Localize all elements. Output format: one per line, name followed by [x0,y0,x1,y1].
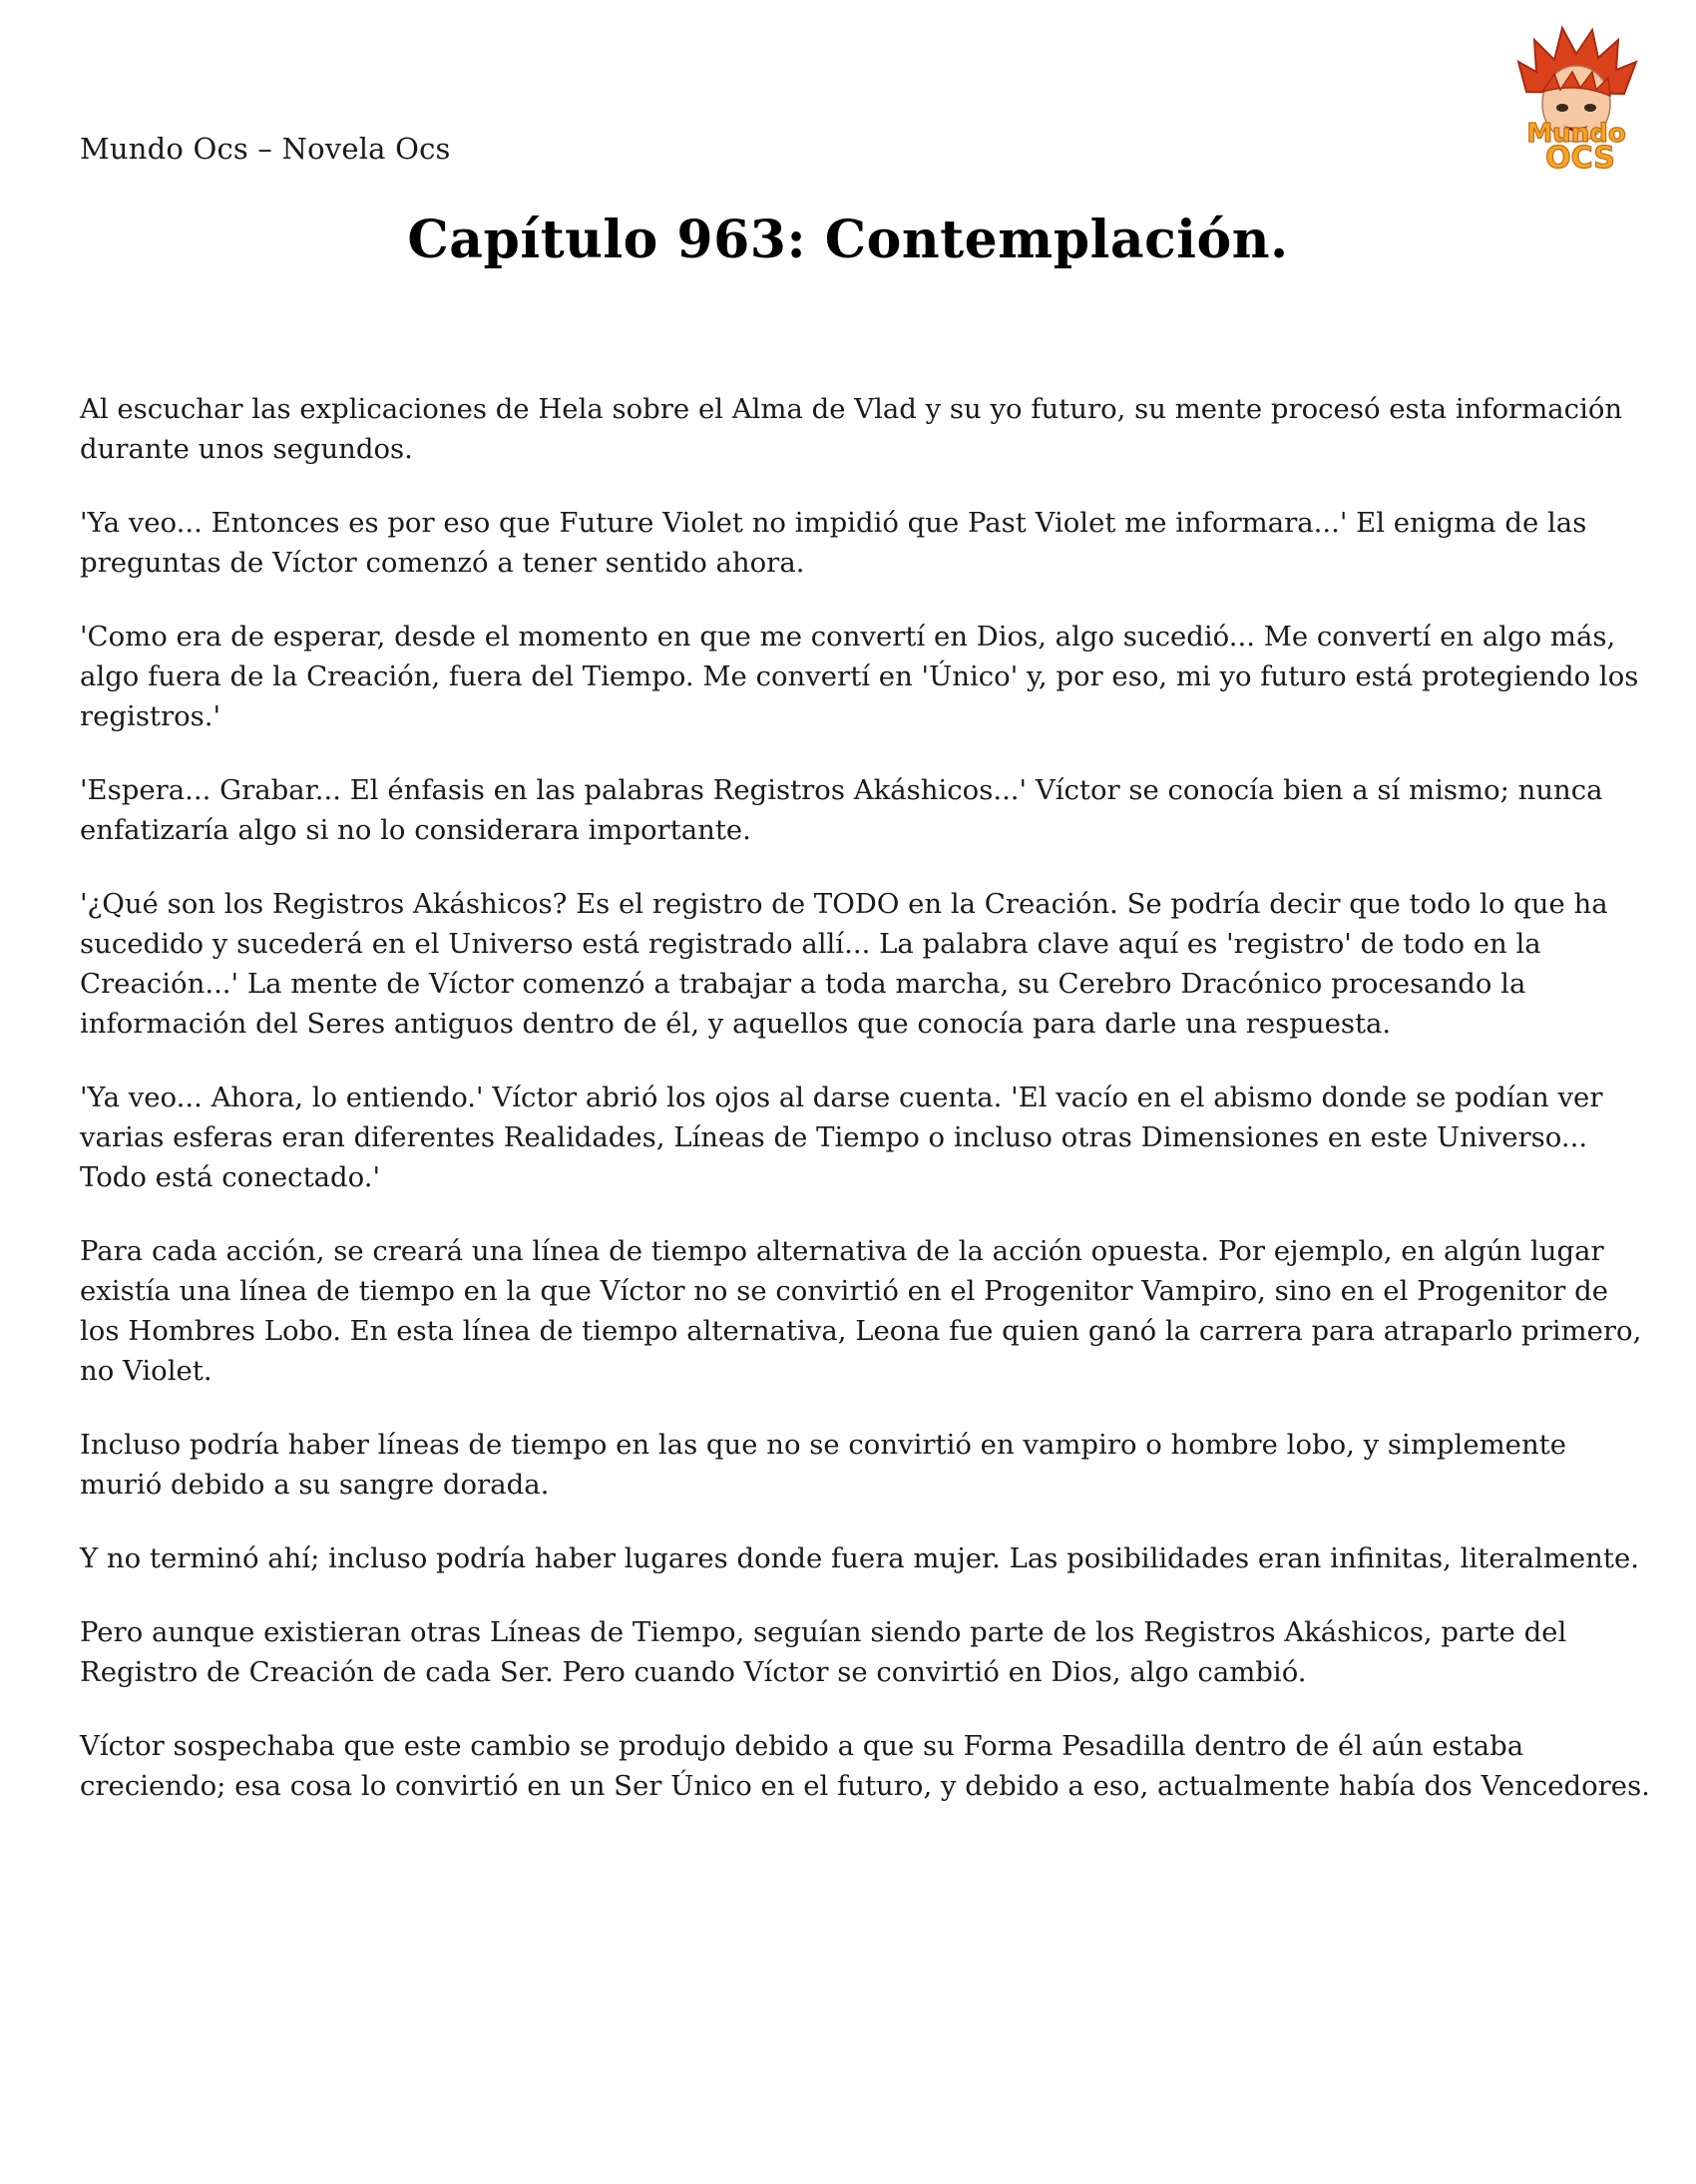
paragraph: Pero aunque existieran otras Líneas de Tiempo, seguían siendo parte de los Registros Akáshicos, parte del Registro de Creación de cada Ser. Pero cuando Víctor se convirtió en Dios, algo cambió. [80,1616,1567,1688]
paragraph: '¿Qué son los Registros Akáshicos? Es el registro de TODO en la Creación. Se podría decir que todo lo que ha sucedido y sucederá en el Universo está registrado allí... La palabra clave aquí es 'registro' de todo en la Creación...' La mente de Víctor comenzó a trabajar a toda marcha, su Cerebro Dracónico procesando la información del Seres antiguos dentro de él, y aquellos que conocía para darle una respuesta. [80,888,1608,1040]
paragraph: 'Espera... Grabar... El énfasis en las palabras Registros Akáshicos...' Víctor se conocía bien a sí mismo; nunca enfatizaría algo si no lo considerara importante. [80,774,1603,846]
paragraph: Incluso podría haber líneas de tiempo en las que no se convirtió en vampiro o hombre lobo, y simplemente murió debido a su sangre dorada. [80,1429,1566,1501]
paragraph: Y no terminó ahí; incluso podría haber lugares donde fuera mujer. Las posibilidades eran infinitas, literalmente. [80,1542,1639,1574]
logo-text-bottom: OCS [1545,141,1615,172]
paragraph: Al escuchar las explicaciones de Hela sobre el Alma de Vlad y su yo futuro, su mente procesó esta información durante unos segundos. [80,393,1623,465]
mundo-ocs-logo [1496,22,1656,172]
paragraph: 'Ya veo... Entonces es por eso que Future Violet no impidió que Past Violet me informara...' El enigma de las preguntas de Víctor comenzó a tener sentido ahora. [80,507,1587,579]
site-header-label: Mundo Ocs – Novela Ocs [80,132,451,166]
chapter-title: Capítulo 963: Contemplación. [407,210,1289,270]
paragraph: Para cada acción, se creará una línea de tiempo alternativa de la acción opuesta. Por ejemplo, en algún lugar existía una línea de tiempo en la que Víctor no se convirtió en el Progenitor Vampiro, sino en el Progenitor de los Hombres Lobo. En esta línea de tiempo alternativa, Leona fue quien ganó la carrera para atraparlo primero, no Violet. [80,1235,1642,1387]
chapter-body [80,389,1656,1840]
paragraph: Víctor sospechaba que este cambio se produjo debido a que su Forma Pesadilla dentro de él aún estaba creciendo; esa cosa lo convirtió en un Ser Único en el futuro, y debido a eso, actualmente había dos Vencedores. [80,1730,1650,1802]
logo-text-top: Mundo [1526,119,1626,149]
paragraph: 'Como era de esperar, desde el momento en que me convertí en Dios, algo sucedió... Me convertí en algo más, algo fuera de la Creación, fuera del Tiempo. Me convertí en 'Único' y, por eso, mi yo futuro está protegiendo los registros.' [80,621,1639,732]
paragraph: 'Ya veo... Ahora, lo entiendo.' Víctor abrió los ojos al darse cuenta. 'El vacío en el abismo donde se podían ver varias esferas eran diferentes Realidades, Líneas de Tiempo o incluso otras Dimensiones en este Universo... Todo está conectado.' [80,1082,1603,1193]
mascot-logo-icon [1496,22,1656,172]
